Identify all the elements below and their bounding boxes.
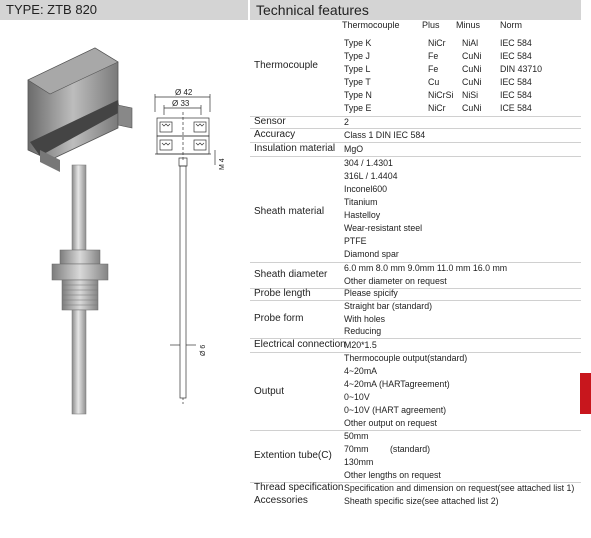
- dim-probe-label: Ø 6: [200, 344, 207, 356]
- dim-inner-label: Ø 33: [172, 99, 190, 108]
- sensor-value: 2: [344, 117, 349, 127]
- probe: [72, 310, 86, 414]
- tc-plus-cell: NiCrSi: [428, 90, 454, 100]
- sheath-diameter-label: Sheath diameter: [254, 269, 328, 280]
- sheath-material-value: Wear-resistant steel: [344, 223, 423, 233]
- accessories-value: Sheath specific size(see attached list 2): [344, 496, 499, 506]
- tc-minus-cell: CuNi: [462, 103, 482, 113]
- output-value: Thermocouple output(standard): [344, 353, 468, 363]
- extension-value: 50mm: [344, 431, 369, 441]
- tc-type-cell: Type J: [344, 51, 370, 61]
- sheath-material-value: 304 / 1.4301: [344, 158, 393, 168]
- tc-norm-cell: IEC 584: [500, 51, 532, 61]
- sheath-diameter-value: 6.0 mm 8.0 mm 9.0mm 11.0 mm 16.0 mm: [344, 263, 508, 273]
- technical-features-title: Technical features: [250, 0, 581, 20]
- extension-value: Other lengths on request: [344, 470, 441, 480]
- electrical-value: M20*1.5: [344, 340, 377, 350]
- accuracy-value: Class 1 DIN IEC 584: [344, 130, 426, 140]
- dim-thread-label: M 4: [219, 158, 226, 170]
- tc-norm-cell: IEC 584: [500, 38, 532, 48]
- extension-label: Extention tube(C): [254, 450, 332, 461]
- sheath-material-row: [250, 156, 581, 263]
- tc-norm-cell: IEC 584: [500, 90, 532, 100]
- product-diagram: [0, 20, 248, 538]
- accuracy-label: Accuracy: [254, 129, 296, 140]
- tc-norm-cell: IEC 584: [500, 77, 532, 87]
- output-value: 4~20mA: [344, 366, 378, 376]
- thread-value: Specification and dimension on request(see attached list 1): [344, 483, 575, 493]
- probe-form-value: Reducing: [344, 326, 382, 336]
- tc-plus-cell: NiCr: [428, 103, 446, 113]
- thread-row: [250, 482, 581, 495]
- tc-minus-cell: CuNi: [462, 51, 482, 61]
- thermocouple-row: [250, 20, 581, 117]
- output-row: [250, 352, 581, 431]
- tc-type-cell: Type T: [344, 77, 371, 87]
- output-value: 0~10V: [344, 392, 370, 402]
- extension-value: 70mm: [344, 444, 369, 454]
- product-type-title: TYPE: ZTB 820: [0, 0, 248, 20]
- electrical-label: Electrical connection: [254, 339, 346, 350]
- accuracy-row: [250, 128, 581, 143]
- extension-row: [250, 430, 581, 483]
- output-value: Other output on request: [344, 418, 437, 428]
- probe-form-label: Probe form: [254, 313, 304, 324]
- tc-norm-cell: DIN 43710: [500, 64, 543, 74]
- sheath-material-value: 316L / 1.4404: [344, 171, 398, 181]
- sheath-material-value: Inconel600: [344, 184, 388, 194]
- sensor-label: Sensor: [254, 116, 286, 127]
- insulation-row: [250, 142, 581, 157]
- page-edge-tab: [580, 373, 591, 414]
- sheath-material-value: Hastelloy: [344, 210, 381, 220]
- probe-length-label: Probe length: [254, 288, 311, 299]
- sheath-material-value: PTFE: [344, 236, 367, 246]
- thermocouple-label: Thermocouple: [254, 60, 318, 71]
- accessories-row: [250, 495, 581, 508]
- thread-fitting: [52, 250, 108, 310]
- probe-form-value: With holes: [344, 314, 386, 324]
- sheath-material-label: Sheath material: [254, 206, 325, 217]
- tc-minus-cell: CuNi: [462, 64, 482, 74]
- technical-drawing: [155, 94, 215, 404]
- tc-plus-cell: Cu: [428, 77, 440, 87]
- tc-type-cell: Type N: [344, 90, 372, 100]
- tc-norm-cell: ICE 584: [500, 103, 532, 113]
- tc-minus-cell: NiAl: [462, 38, 479, 48]
- probe-form-row: [250, 300, 581, 339]
- extension-value: 130mm: [344, 457, 374, 467]
- output-value: 0~10V (HART agreement): [344, 405, 447, 415]
- tc-type-cell: Type L: [344, 64, 371, 74]
- sheath-material-value: Diamond spar: [344, 249, 399, 259]
- dim-outer-label: Ø 42: [175, 88, 193, 97]
- probe-form-value: Straight bar (standard): [344, 301, 433, 311]
- tc-type-cell: Type E: [344, 103, 372, 113]
- sheath-diameter-row: [250, 262, 581, 289]
- probe-length-value: Please spicify: [344, 288, 398, 298]
- tc-plus-cell: Fe: [428, 51, 439, 61]
- tc-plus-cell: Fe: [428, 64, 439, 74]
- extension-standard-note: (standard): [390, 444, 431, 454]
- tc-minus-cell: NiSi: [462, 90, 479, 100]
- header-plus: Plus: [422, 20, 440, 30]
- tc-minus-cell: CuNi: [462, 77, 482, 87]
- output-label: Output: [254, 386, 285, 397]
- connection-head: [28, 48, 132, 172]
- thread-label: Thread specification: [254, 482, 344, 493]
- extension-tube: [72, 165, 86, 250]
- header-minus: Minus: [456, 20, 481, 30]
- tc-type-cell: Type K: [344, 38, 372, 48]
- tc-plus-cell: NiCr: [428, 38, 446, 48]
- insulation-label: Insulation material: [254, 143, 336, 154]
- insulation-value: MgO: [344, 144, 364, 154]
- sheath-diameter-value: Other diameter on request: [344, 276, 447, 286]
- header-norm: Norm: [500, 20, 522, 30]
- accessories-label: Accessories: [254, 495, 308, 506]
- electrical-row: [250, 338, 581, 353]
- output-value: 4~20mA (HARTagreement): [344, 379, 450, 389]
- sheath-material-value: Titanium: [344, 197, 378, 207]
- header-thermocouple: Thermocouple: [342, 20, 400, 30]
